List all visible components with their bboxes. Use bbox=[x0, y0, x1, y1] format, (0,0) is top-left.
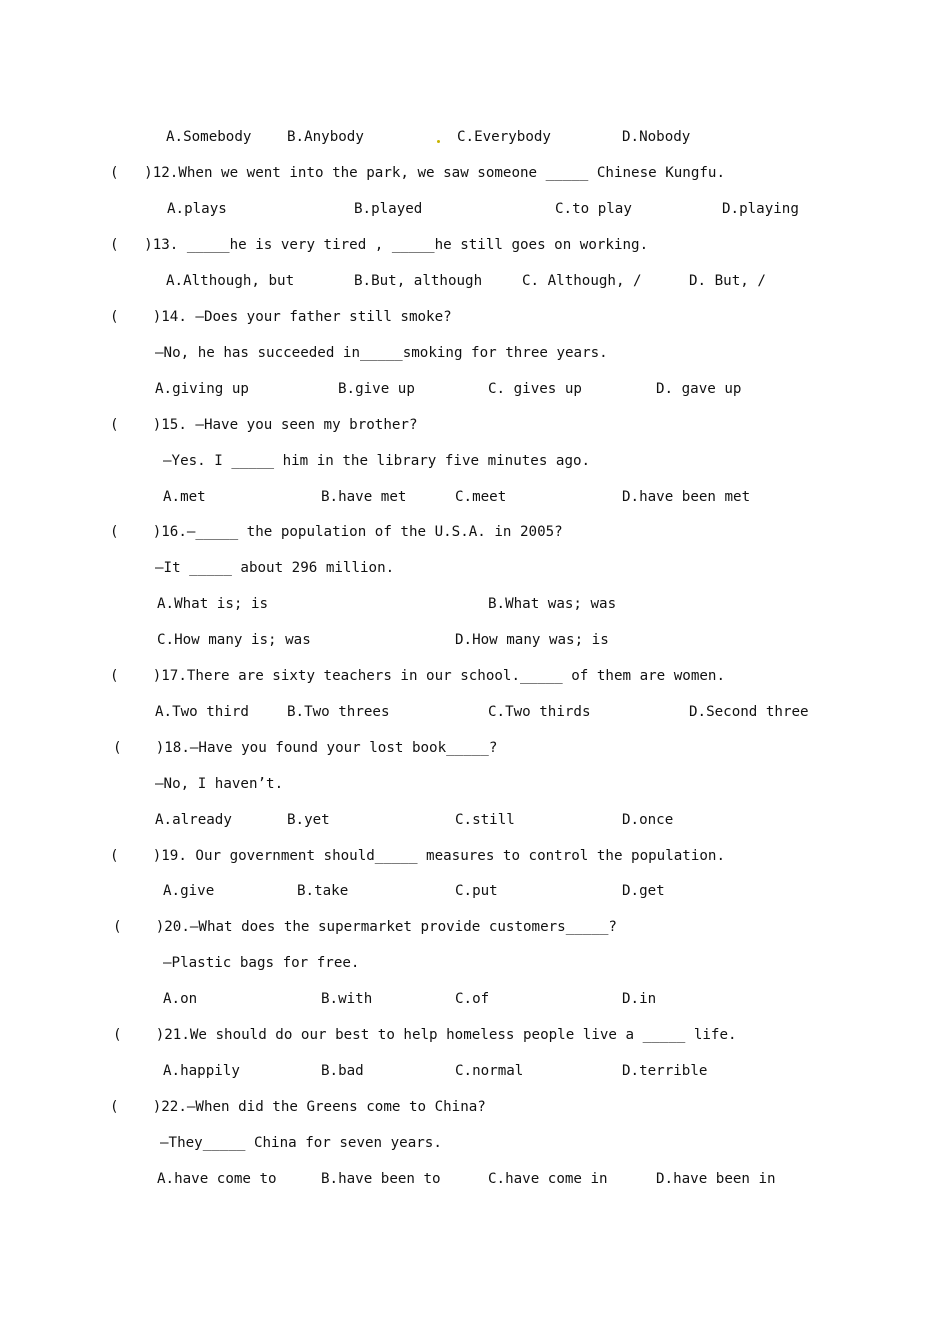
option-c: C.still bbox=[455, 812, 515, 828]
dialogue-reply: —No, he has succeeded in_____smoking for three years. bbox=[155, 345, 608, 361]
option-c: C.Everybody bbox=[457, 129, 551, 145]
option-b: B.yet bbox=[287, 812, 330, 828]
question-stem: ( )17.There are sixty teachers in our school._____ of them are women. bbox=[110, 668, 725, 684]
option-d: D.Nobody bbox=[622, 129, 691, 145]
question-stem: ( )14. —Does your father still smoke? bbox=[110, 309, 452, 325]
option-c: C.meet bbox=[455, 489, 507, 505]
dialogue-reply: —No, I haven’t. bbox=[155, 776, 284, 792]
option-a: A.What is; is bbox=[157, 596, 269, 612]
option-a: A.met bbox=[163, 489, 206, 505]
option-a: A.Although, but bbox=[166, 273, 295, 289]
dialogue-reply: —It _____ about 296 million. bbox=[155, 560, 395, 576]
question-stem: ( )13. _____he is very tired , _____he still goes on working. bbox=[110, 237, 649, 253]
dialogue-reply: —They_____ China for seven years. bbox=[160, 1135, 442, 1151]
dialogue-reply: —Plastic bags for free. bbox=[163, 955, 360, 971]
option-b: B.But, although bbox=[354, 273, 483, 289]
option-a: A.giving up bbox=[155, 381, 249, 397]
option-b: B.bad bbox=[321, 1063, 364, 1079]
question-stem: ( )22.—When did the Greens come to China? bbox=[110, 1099, 486, 1115]
option-d: D.in bbox=[622, 991, 657, 1007]
option-b: B.Anybody bbox=[287, 129, 364, 145]
option-c: C.put bbox=[455, 883, 498, 899]
option-a: A.happily bbox=[163, 1063, 240, 1079]
option-c: C.normal bbox=[455, 1063, 524, 1079]
option-c: C.of bbox=[455, 991, 490, 1007]
question-stem: ( )12.When we went into the park, we saw someone _____ Chinese Kungfu. bbox=[110, 165, 725, 181]
option-a: A.plays bbox=[167, 201, 227, 217]
option-d: D.How many was; is bbox=[455, 632, 609, 648]
option-a: A.Somebody bbox=[166, 129, 252, 145]
option-d: D. gave up bbox=[656, 381, 742, 397]
question-stem: ( )20.—What does the supermarket provide customers_____? bbox=[113, 919, 617, 935]
question-stem: ( )18.—Have you found your lost book_____? bbox=[113, 740, 498, 756]
option-c: C. Although, / bbox=[522, 273, 642, 289]
question-stem: ( )15. —Have you seen my brother? bbox=[110, 417, 418, 433]
option-a: A.on bbox=[163, 991, 198, 1007]
option-b: B.give up bbox=[338, 381, 415, 397]
option-b: B.What was; was bbox=[488, 596, 617, 612]
option-d: D.Second three bbox=[689, 704, 809, 720]
option-b: B.Two threes bbox=[287, 704, 390, 720]
option-a: A.give bbox=[163, 883, 215, 899]
option-c: C.have come in bbox=[488, 1171, 608, 1187]
option-d: D.terrible bbox=[622, 1063, 708, 1079]
option-d: D. But, / bbox=[689, 273, 766, 289]
question-stem: ( )19. Our government should_____ measures to control the population. bbox=[110, 848, 725, 864]
option-c: C.to play bbox=[555, 201, 632, 217]
option-b: B.take bbox=[297, 883, 349, 899]
option-b: B.have been to bbox=[321, 1171, 441, 1187]
option-a: A.already bbox=[155, 812, 232, 828]
option-a: A.have come to bbox=[157, 1171, 277, 1187]
stray-mark bbox=[437, 140, 440, 143]
option-d: D.have been in bbox=[656, 1171, 776, 1187]
option-d: D.playing bbox=[722, 201, 799, 217]
option-b: B.have met bbox=[321, 489, 407, 505]
option-d: D.get bbox=[622, 883, 665, 899]
option-b: B.played bbox=[354, 201, 423, 217]
option-d: D.have been met bbox=[622, 489, 751, 505]
dialogue-reply: —Yes. I _____ him in the library five minutes ago. bbox=[163, 453, 591, 469]
question-stem: ( )21.We should do our best to help homeless people live a _____ life. bbox=[113, 1027, 737, 1043]
option-c: C.Two thirds bbox=[488, 704, 591, 720]
option-a: A.Two third bbox=[155, 704, 249, 720]
option-b: B.with bbox=[321, 991, 373, 1007]
option-d: D.once bbox=[622, 812, 674, 828]
option-c: C. gives up bbox=[488, 381, 582, 397]
question-stem: ( )16.—_____ the population of the U.S.A. in 2005? bbox=[110, 524, 563, 540]
option-c: C.How many is; was bbox=[157, 632, 311, 648]
